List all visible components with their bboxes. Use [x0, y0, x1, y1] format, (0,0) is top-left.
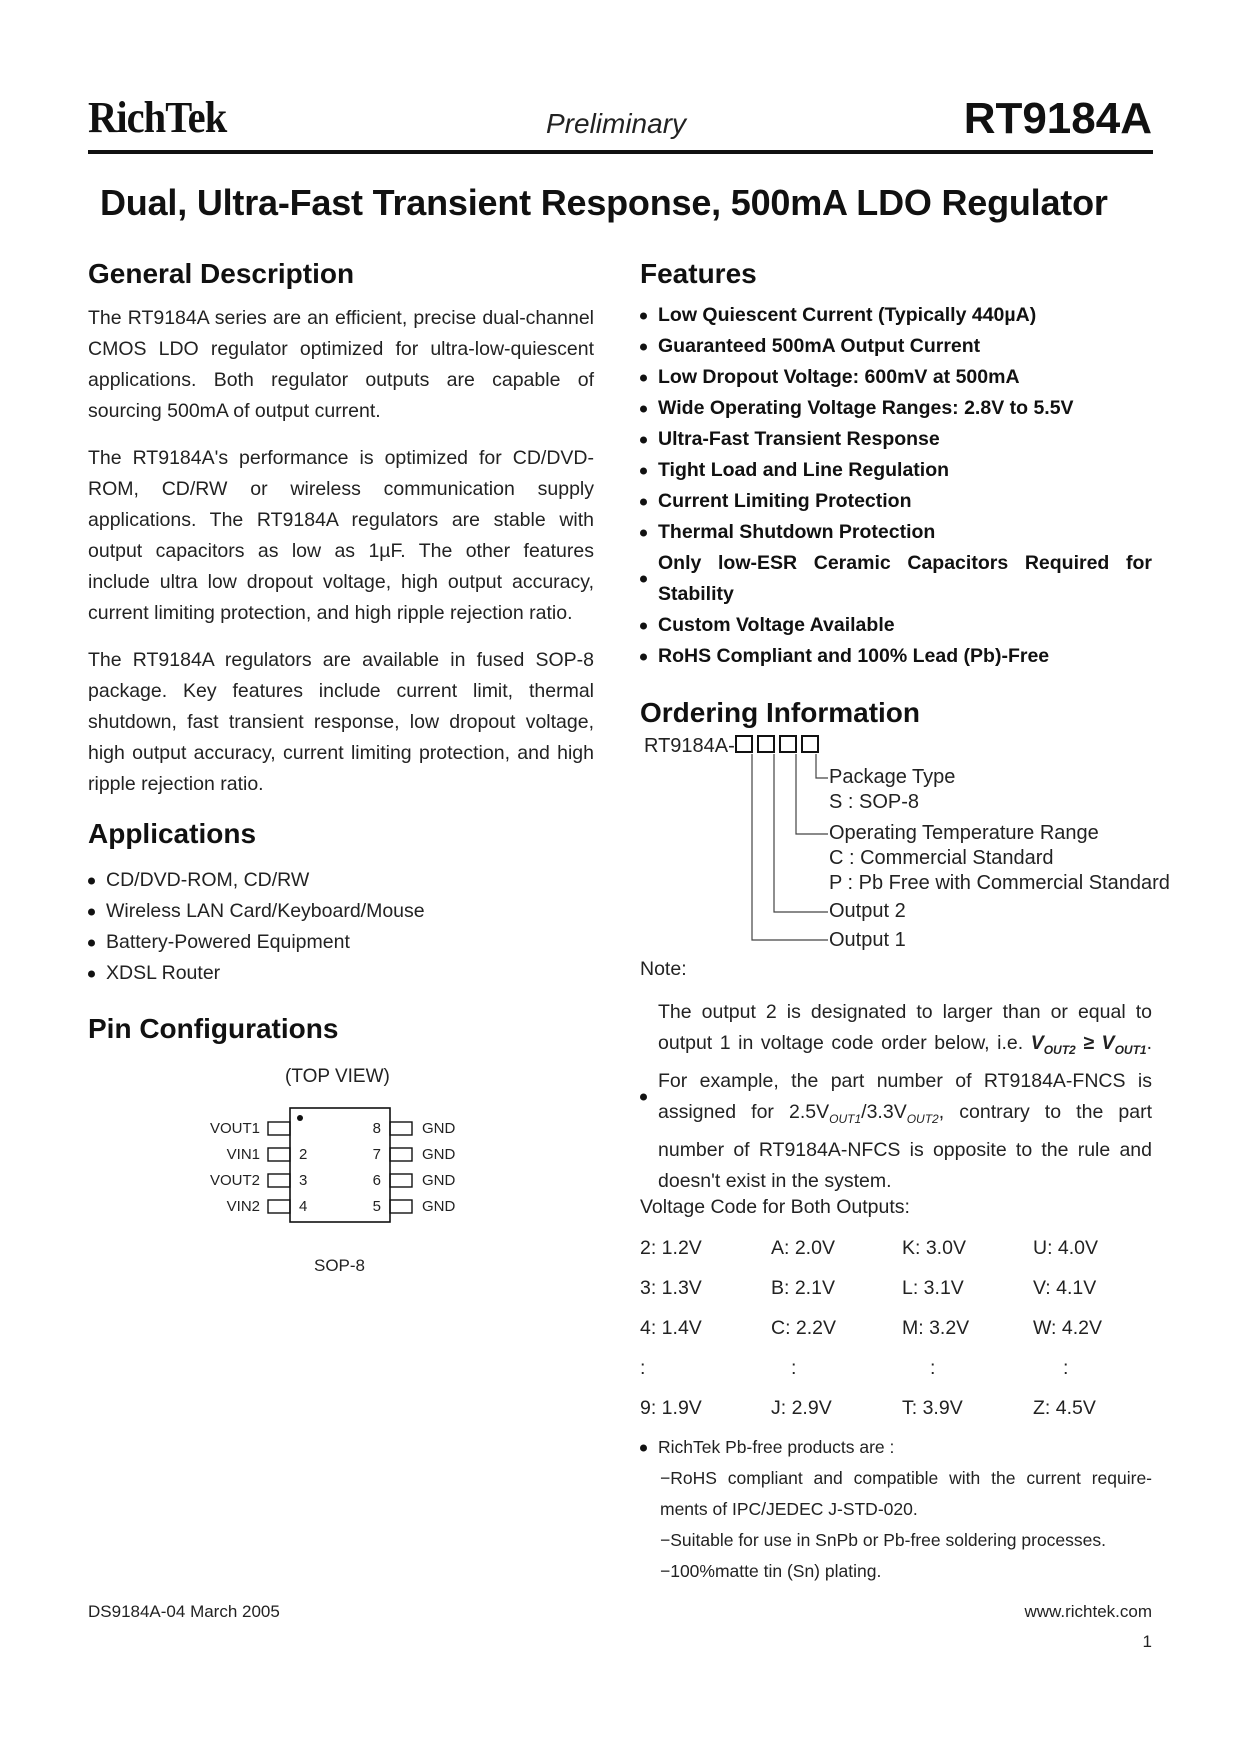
package-type-value: S : SOP-8	[829, 791, 920, 813]
pin-name: GND	[422, 1146, 456, 1163]
table-cell: 2: 1.2V	[640, 1236, 702, 1259]
pin-lead	[268, 1122, 290, 1135]
pb-free-item: −Suitable for use in SnPb or Pb-free soldering processes.	[660, 1530, 1107, 1550]
pin-name: GND	[422, 1198, 456, 1215]
code-box	[735, 735, 753, 753]
table-cell: W: 4.2V	[1033, 1316, 1103, 1339]
pin-name: VIN2	[226, 1198, 260, 1215]
list-item: Wide Operating Voltage Ranges: 2.8V to 5.5V	[640, 393, 1152, 424]
description-paragraph-1: The RT9184A series are an efficient, precise dual-channel CMOS LDO regulator optimized for ultra-low-quiescent applications. Both regulator outputs are capable of sourcing 500mA of output current.	[88, 307, 594, 422]
voltage-code-table	[640, 1228, 1164, 1428]
temperature-commercial: C : Commercial Standard	[829, 847, 1054, 869]
pb-free-item: −RoHS compliant and compatible with the current require- ments of IPC/JEDEC J-STD-020.	[660, 1468, 1152, 1519]
table-row	[640, 1308, 1164, 1348]
table-cell: T: 3.9V	[902, 1396, 963, 1419]
table-cell: A: 2.0V	[771, 1236, 835, 1259]
table-cell: V: 4.1V	[1033, 1276, 1097, 1299]
pin-number: 7	[372, 1146, 381, 1163]
list-item: Current Limiting Protection	[640, 486, 1152, 517]
pin-number: 6	[372, 1172, 381, 1189]
preliminary-label: Preliminary	[546, 108, 687, 139]
pin-name: VOUT2	[209, 1172, 260, 1189]
table-cell: :	[930, 1356, 936, 1379]
sop8-pin-diagram	[180, 1100, 500, 1250]
table-cell: J: 2.9V	[771, 1396, 832, 1419]
pin-number: 3	[299, 1172, 308, 1189]
ordering-information-heading: Ordering Information	[640, 697, 920, 728]
list-item: Tight Load and Line Regulation	[640, 455, 1152, 486]
pin-lead	[268, 1148, 290, 1161]
list-item: Only low-ESR Ceramic Capacitors Required for Stability	[640, 548, 1152, 610]
page-number: 1	[1142, 1632, 1152, 1651]
website-link[interactable]: www.richtek.com	[1024, 1602, 1152, 1621]
note-label: Note:	[640, 958, 687, 980]
note-list	[640, 997, 1152, 1197]
list-item: Wireless LAN Card/Keyboard/Mouse	[88, 896, 425, 927]
pin-name: GND	[422, 1120, 456, 1137]
document-id: DS9184A-04 March 2005	[88, 1602, 280, 1621]
description-paragraph-2: The RT9184A's performance is optimized for CD/DVD-ROM, CD/RW or wireless communication supply applications. The RT9184A regulators are stable with output capacitors as low as 1µF. The other features include ultra low dropout voltage, high output accuracy, current limiting protection, and high ripple rejection ratio.	[88, 447, 594, 624]
pin-number: 5	[372, 1198, 381, 1215]
pin-number: 2	[299, 1146, 308, 1163]
table-cell: Z: 4.5V	[1033, 1396, 1096, 1419]
list-item: Battery-Powered Equipment	[88, 927, 425, 958]
pb-free-note	[640, 1432, 1152, 1587]
list-item: Guaranteed 500mA Output Current	[640, 331, 1152, 362]
table-row	[640, 1388, 1164, 1428]
note-paragraph: The output 2 is designated to larger than or equal to output 1 in voltage code order below, i.e. $V_{OUT2} \ge V_{OUT1}$. For example, the part number of RT9184A-FNCS is assigned for $2.5V_{OUT1}/3.3V_{OUT2}$, contrary to the part number of RT9184A-NFCS is opposite to the rule and doesn't exist in the system.	[640, 997, 1152, 1197]
leader-line-package	[816, 754, 828, 778]
table-cell: 3: 1.3V	[640, 1276, 702, 1299]
header-rule	[88, 150, 1153, 154]
table-row	[640, 1228, 1164, 1268]
table-cell: :	[791, 1356, 797, 1379]
temperature-pb-free: P : Pb Free with Commercial Standard	[829, 872, 1170, 894]
code-box	[757, 735, 775, 753]
list-item: CD/DVD-ROM, CD/RW	[88, 865, 425, 896]
table-cell: K: 3.0V	[902, 1236, 966, 1259]
temperature-range-label: Operating Temperature Range	[829, 822, 1099, 844]
output1-label: Output 1	[829, 929, 906, 951]
table-cell: M: 3.2V	[902, 1316, 970, 1339]
package-type-label: Package Type	[829, 766, 956, 788]
table-cell: C: 2.2V	[771, 1316, 837, 1339]
richtek-logo: RichTek	[88, 93, 227, 142]
description-paragraph-3: The RT9184A regulators are available in fused SOP-8 package. Key features include current limit, thermal shutdown, fast transient response, low dropout voltage, high output accuracy, current limiting protection, and high ripple rejection ratio.	[88, 649, 594, 795]
package-label: SOP-8	[314, 1256, 366, 1275]
features-heading: Features	[640, 258, 757, 289]
code-prefix: RT9184A-	[644, 735, 735, 757]
pin-lead	[268, 1174, 290, 1187]
pin-name: GND	[422, 1172, 456, 1189]
list-item: Low Quiescent Current (Typically 440µA)	[640, 300, 1152, 331]
list-item: Thermal Shutdown Protection	[640, 517, 1152, 548]
pb-free-item: −100%matte tin (Sn) plating.	[660, 1561, 882, 1581]
pb-free-list	[640, 1432, 1152, 1463]
code-box	[779, 735, 797, 753]
table-cell: B: 2.1V	[771, 1276, 835, 1299]
document-title: Dual, Ultra-Fast Transient Response, 500mA LDO Regulator	[100, 182, 1108, 223]
code-box	[801, 735, 819, 753]
table-row	[640, 1348, 1164, 1388]
table-cell: 4: 1.4V	[640, 1316, 702, 1339]
features-list	[640, 300, 1152, 672]
list-item: RoHS Compliant and 100% Lead (Pb)-Free	[640, 641, 1152, 672]
list-item: RichTek Pb-free products are :	[640, 1432, 1152, 1463]
output2-label: Output 2	[829, 900, 906, 922]
pin-lead	[390, 1148, 412, 1161]
applications-list	[88, 865, 425, 989]
list-item: Custom Voltage Available	[640, 610, 1152, 641]
applications-heading: Applications	[88, 818, 257, 849]
pin-name: VIN1	[226, 1146, 260, 1163]
list-item: XDSL Router	[88, 958, 425, 989]
table-row	[640, 1268, 1164, 1308]
table-cell: :	[640, 1356, 646, 1379]
table-cell: :	[1063, 1356, 1069, 1379]
list-item: Low Dropout Voltage: 600mV at 500mA	[640, 362, 1152, 393]
top-view-label: (TOP VIEW)	[285, 1066, 390, 1087]
part-number: RT9184A	[963, 94, 1152, 143]
table-cell: U: 4.0V	[1033, 1236, 1099, 1259]
pin-lead	[390, 1200, 412, 1213]
leader-line-temperature	[796, 754, 828, 834]
voltage-code-title: Voltage Code for Both Outputs:	[640, 1196, 910, 1218]
table-cell: 9: 1.9V	[640, 1396, 702, 1419]
ordering-code-tree	[740, 752, 830, 944]
pin1-marker	[297, 1115, 303, 1121]
general-description-heading: General Description	[88, 258, 355, 289]
list-item: Ultra-Fast Transient Response	[640, 424, 1152, 455]
pin-name: VOUT1	[209, 1120, 260, 1137]
pin-number: 8	[372, 1120, 381, 1137]
pin-number: 4	[299, 1198, 308, 1215]
pin-lead	[268, 1200, 290, 1213]
table-cell: L: 3.1V	[902, 1276, 964, 1299]
pin-lead	[390, 1174, 412, 1187]
pin-configurations-heading: Pin Configurations	[88, 1013, 339, 1044]
pin-lead	[390, 1122, 412, 1135]
